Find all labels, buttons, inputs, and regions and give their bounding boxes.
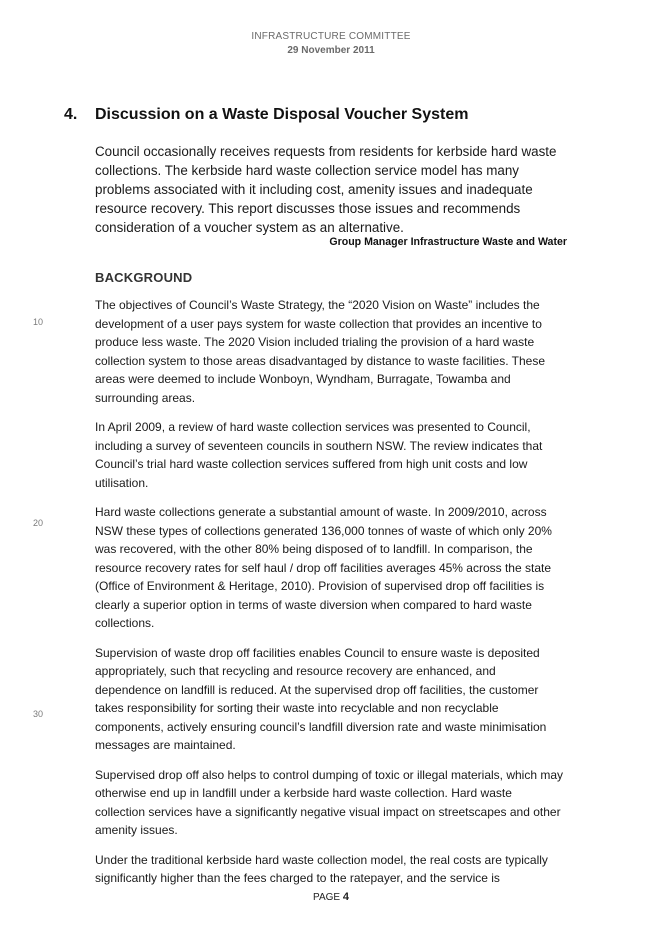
paragraph: Supervised drop off also helps to control dumping of toxic or illegal materials, which may otherwise end up in landfill under a kerbside hard waste collection. Hard waste collection services have a significantly negative visual impact on streetscapes and other amenity issues. <box>95 767 564 837</box>
paragraph: In April 2009, a review of hard waste collection services was presented to Council, including a survey of seventeen councils in southern NSW. The review indicates that Council’s trial hard waste collection services suffered from high unit costs and low utilisation. <box>95 420 543 490</box>
line-number: 10 <box>33 317 44 327</box>
line-number: 20 <box>33 518 44 528</box>
item-intro: Council occasionally receives requests from residents for kerbside hard waste collections. The kerbside hard waste collection service model has many problems associated with it including cost, amenity issues and inadequate resource recovery. This report discusses those issues and recommends consideration of a voucher system as an alternative. <box>95 144 557 235</box>
section-heading: BACKGROUND <box>95 270 193 285</box>
line-number: 30 <box>33 709 44 719</box>
item-number: 4. <box>64 106 78 123</box>
item-title: Discussion on a Waste Disposal Voucher System <box>95 106 469 123</box>
paragraph: The objectives of Council’s Waste Strategy, the “2020 Vision on Waste” includes the development of a user pays system for waste collection that provides an incentive to produce less waste. The 2020 Vision included trialing the provision of a hard waste collection system to those areas disadvantaged by distance to waste facilities. These areas were deemed to include Wonboyn, Wyndham, Burragate, Towamba and surrounding areas. <box>95 298 546 405</box>
item-author: Group Manager Infrastructure Waste and Water <box>329 236 567 248</box>
meeting-date: 29 November 2011 <box>287 45 375 56</box>
item-heading <box>64 106 468 124</box>
committee-header: INFRASTRUCTURE COMMITTEE <box>251 31 411 42</box>
paragraph: Under the traditional kerbside hard waste collection model, the real costs are typically significantly higher than the fees charged to the ratepayer, and the service is <box>95 852 548 885</box>
page-number: 4 <box>342 891 349 903</box>
paragraph: Hard waste collections generate a substantial amount of waste. In 2009/2010, across NSW these types of collections generated 136,000 tonnes of waste of which only 20% was recovered, with the other 80% being disposed of to landfill. In comparison, the resource recovery rates for self haul / drop off facilities averages 45% across the state (Office of Environment & Heritage, 2010). Provision of supervised drop off facilities is clearly a superior option in terms of waste diversion when compared to hard waste collections. <box>95 505 552 630</box>
section-body <box>95 296 565 899</box>
page-label: PAGE <box>313 892 341 903</box>
paragraph: Supervision of waste drop off facilities enables Council to ensure waste is deposited appropriately, such that recycling and resource recovery are enhanced, and dependence on landfill is reduced. At the supervised drop off facilities, the customer takes responsibility for sorting their waste into recyclable and non recyclable components, actively ensuring council’s landfill diversion rate and waste minimisation messages are maintained. <box>95 645 547 752</box>
page-footer <box>0 891 662 903</box>
